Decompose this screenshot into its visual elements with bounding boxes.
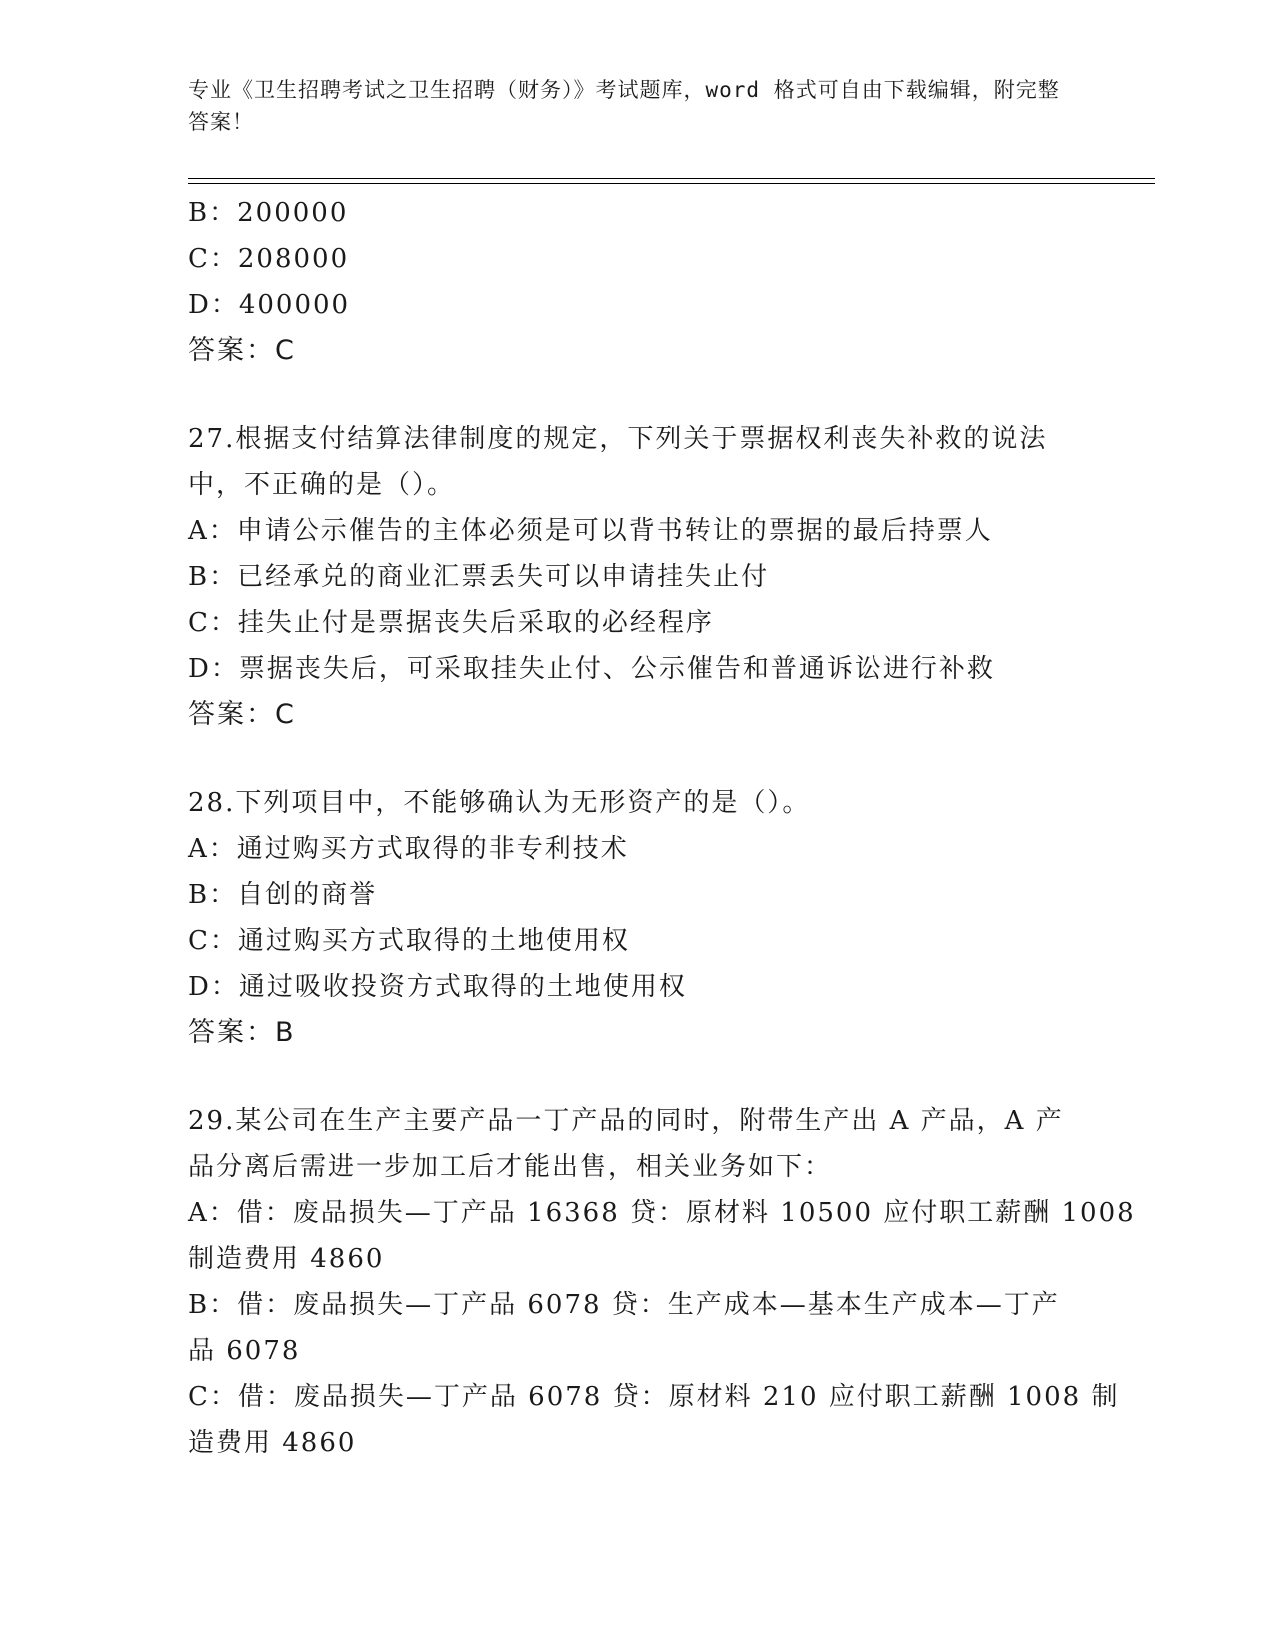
- question-stem-line-1: 29.某公司在生产主要产品一丁产品的同时，附带生产出 A 产品，A 产: [188, 1106, 1064, 1136]
- question-stem-line-2: 品分离后需进一步加工后才能出售，相关业务如下：: [188, 1152, 833, 1182]
- header-note: 专业《卫生招聘考试之卫生招聘（财务）》考试题库，word 格式可自由下载编辑，附完整答案！: [188, 78, 1060, 134]
- question-stem-line-1: 27.根据支付结算法律制度的规定，下列关于票据权利丧失补救的说法: [188, 424, 1048, 454]
- option-a-line-2: 制造费用 4860: [188, 1244, 385, 1274]
- option-a: A：申请公示催告的主体必须是可以背书转让的票据的最后持票人: [188, 516, 993, 546]
- answer-line: 答案：C: [188, 699, 296, 730]
- option-a-line-1: A：借：废品损失—丁产品 16368 贷：原材料 10500 应付职工薪酬 1008: [188, 1198, 1136, 1228]
- header-rule-bottom: [188, 183, 1155, 184]
- option-b: B：200000: [188, 198, 349, 228]
- question-stem: 28.下列项目中，不能够确认为无形资产的是（）。: [188, 788, 811, 818]
- answer-line: 答案：B: [188, 1017, 296, 1048]
- question-stem: [188, 416, 1088, 462]
- option-c-line-1: C：借：废品损失—丁产品 6078 贷：原材料 210 应付职工薪酬 1008 制: [188, 1382, 1120, 1412]
- header-rule-top: [188, 178, 1155, 179]
- option-b-line-2: 品 6078: [188, 1336, 301, 1366]
- option-c-line-2: 造费用 4860: [188, 1428, 357, 1458]
- question-stem-line-2: 中，不正确的是（）。: [188, 470, 456, 500]
- option-c: C：通过购买方式取得的土地使用权: [188, 926, 630, 956]
- option-b: B：已经承兑的商业汇票丢失可以申请挂失止付: [188, 562, 770, 592]
- option-b-line-1: B：借：废品损失—丁产品 6078 贷：生产成本—基本生产成本—丁产: [188, 1290, 1060, 1320]
- option-d: D：通过吸收投资方式取得的土地使用权: [188, 972, 687, 1002]
- question-27: [188, 416, 1088, 738]
- question-content: [188, 190, 1136, 1466]
- option-b: B：自创的商誉: [188, 880, 378, 910]
- option-c: C：挂失止付是票据丧失后采取的必经程序: [188, 608, 714, 638]
- previous-question-tail: [188, 190, 1088, 374]
- option-a: A：通过购买方式取得的非专利技术: [188, 834, 629, 864]
- option-d: D：400000: [188, 290, 351, 320]
- option-c: C：208000: [188, 244, 350, 274]
- question-29: [188, 1098, 1136, 1466]
- option-d: D：票据丧失后，可采取挂失止付、公示催告和普通诉讼进行补救: [188, 654, 995, 684]
- question-28: [188, 780, 1088, 1056]
- answer-line: 答案：C: [188, 335, 296, 366]
